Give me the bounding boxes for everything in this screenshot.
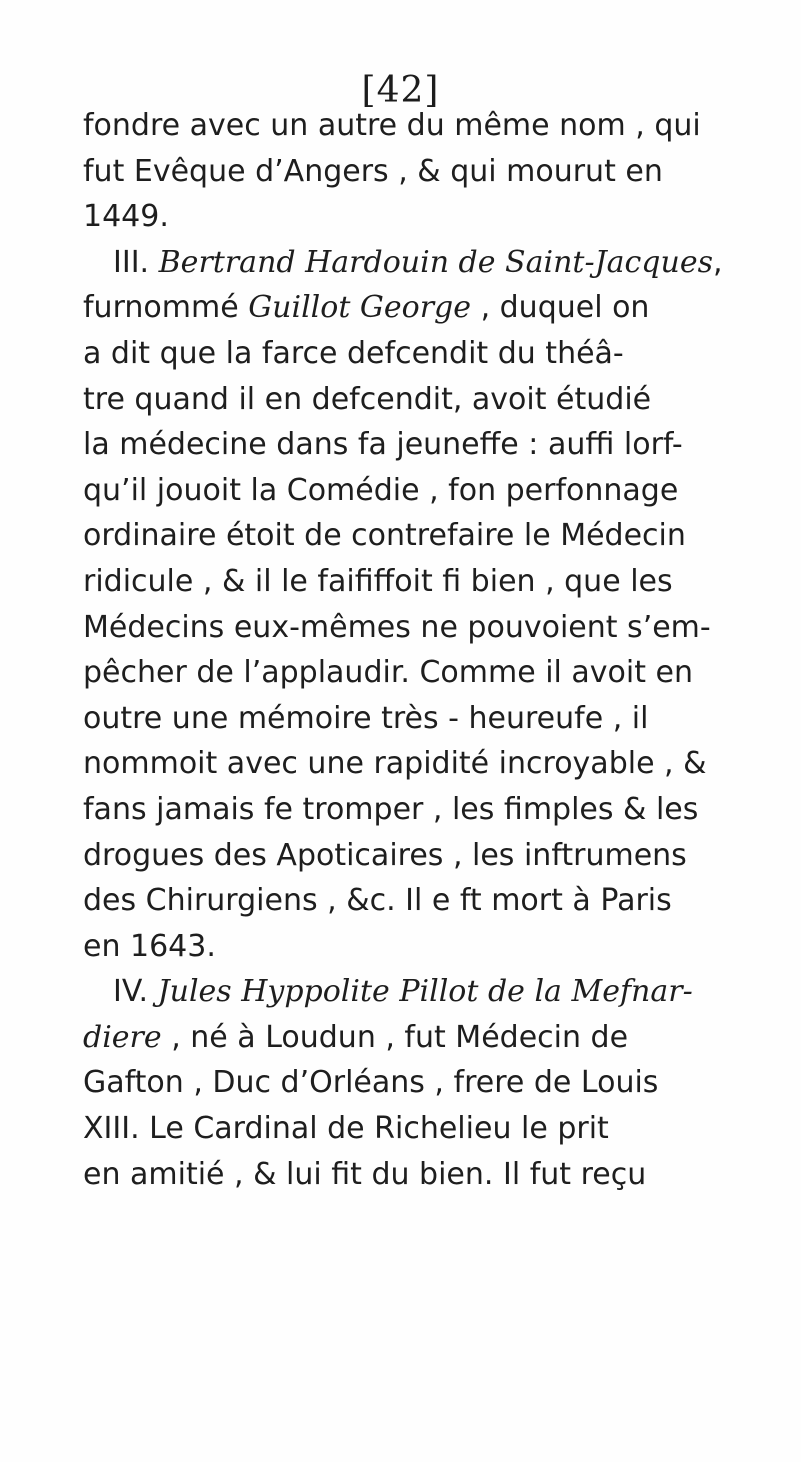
text-line-5-start: furnommé <box>83 290 239 326</box>
nickname-guillot-george: Guillot George <box>248 290 472 326</box>
text-line-19: en 1643. <box>83 928 216 964</box>
text-line-11: ridicule , & il le faififfoit fi bien , que les <box>83 563 673 599</box>
text-line-2: fut Evêque d’Angers , & qui mourut en <box>83 153 663 189</box>
person-name-jules-end: diere <box>83 1019 162 1055</box>
text-line-24: en amitié , & lui fit du bien. Il fut reçu <box>83 1156 647 1192</box>
person-name-jules: Jules Hyppolite Pillot de la Mefnar- <box>157 974 693 1010</box>
text-line-4 <box>83 240 773 286</box>
text-line-8: la médecine dans fa jeuneffe : auffi lorf- <box>83 427 683 463</box>
text-line-16: fans jamais fe tromper , les fimples & les <box>83 791 699 827</box>
page-number: [42] <box>361 70 440 111</box>
text-line-13: pêcher de l’applaudir. Comme il avoit en <box>83 655 694 691</box>
text-line-1: fondre avec un autre du même nom , qui <box>83 108 701 143</box>
text-line-23: XIII. Le Cardinal de Richelieu le prit <box>83 1111 609 1147</box>
person-name-bertrand: Bertrand Hardouin de Saint-Jacques <box>158 244 713 280</box>
text-line-5 <box>83 285 773 331</box>
text-line-22: Gafton , Duc d’Orléans , frere de Louis <box>83 1065 659 1101</box>
text-line-20 <box>83 969 773 1015</box>
text-line-21-end: , né à Loudun , fut Médecin de <box>171 1019 629 1055</box>
text-line-14: outre une mémoire très - heureufe , il <box>83 700 649 736</box>
text-line-18: des Chirurgiens , &c. Il e ft mort à Paris <box>83 883 672 919</box>
section-number-iv: IV. <box>113 974 149 1010</box>
text-line-4-suffix: , <box>712 244 723 280</box>
body-text <box>83 103 773 1197</box>
text-line-3: 1449. <box>83 199 169 235</box>
text-line-7: tre quand il en defcendit, avoit étudié <box>83 381 652 417</box>
text-line-10: ordinaire étoit de contrefaire le Médecin <box>83 518 686 554</box>
section-number-iii: III. <box>113 244 150 280</box>
text-line-15: nommoit avec une rapidité incroyable , & <box>83 746 707 782</box>
text-line-5-end: , duquel on <box>480 290 650 326</box>
text-line-12: Médecins eux-mêmes ne pouvoient s’em- <box>83 609 711 645</box>
text-line-9: qu’il jouoit la Comédie , fon perfonnage <box>83 472 679 508</box>
text-line-21 <box>83 1015 773 1061</box>
text-line-6: a dit que la farce defcendit du théâ- <box>83 335 624 371</box>
text-line-17: drogues des Apoticaires , les inftrumens <box>83 837 687 873</box>
